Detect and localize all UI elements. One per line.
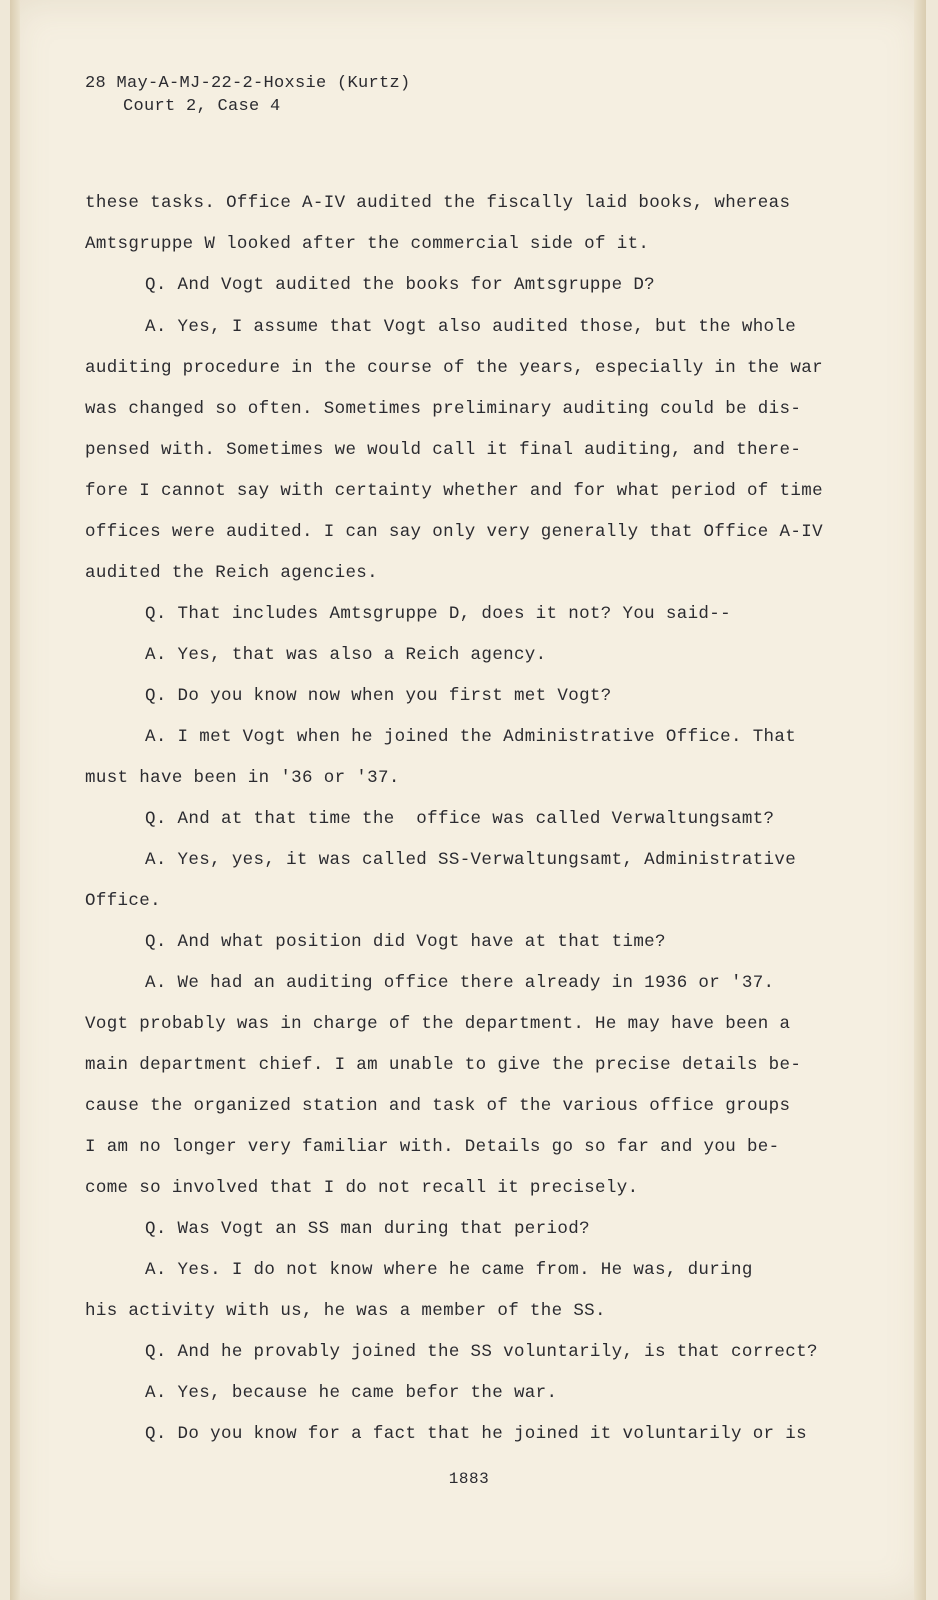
- text-line: Office.: [85, 891, 161, 911]
- text-line: audited the Reich agencies.: [85, 563, 378, 583]
- text-line: I am no longer very familiar with. Details go so far and you be-: [85, 1137, 780, 1157]
- question-line: Q. And Vogt audited the books for Amtsgruppe D?: [145, 275, 656, 295]
- question-line: Q. And he provably joined the SS voluntarily, is that correct?: [145, 1342, 818, 1362]
- answer-line: A. Yes, I assume that Vogt also audited those, but the whole: [145, 317, 797, 337]
- page-left-edge: [10, 0, 20, 1600]
- text-line: come so involved that I do not recall it precisely.: [85, 1178, 639, 1198]
- question-line: Q. And at that time the office was called Verwaltungsamt?: [145, 809, 775, 829]
- question-line: Q. And what position did Vogt have at that time?: [145, 932, 666, 952]
- answer-line: A. Yes. I do not know where he came from. He was, during: [145, 1260, 753, 1280]
- header-court-case: Court 2, Case 4: [123, 97, 281, 116]
- page-right-edge: [914, 0, 926, 1600]
- text-line: fore I cannot say with certainty whether and for what period of time: [85, 481, 823, 501]
- text-line: cause the organized station and task of the various office groups: [85, 1096, 791, 1116]
- answer-line: A. Yes, because he came befor the war.: [145, 1383, 558, 1403]
- text-line: was changed so often. Sometimes preliminary auditing could be dis-: [85, 399, 802, 419]
- page-number: 1883: [448, 1470, 490, 1488]
- header-reference: 28 May-A-MJ-22-2-Hoxsie (Kurtz): [85, 74, 411, 93]
- text-line: must have been in '36 or '37.: [85, 768, 400, 788]
- question-line: Q. Do you know now when you first met Vogt?: [145, 686, 612, 706]
- answer-line: A. I met Vogt when he joined the Administrative Office. That: [145, 727, 797, 747]
- question-line: Q. Was Vogt an SS man during that period?: [145, 1219, 590, 1239]
- question-line: Q. That includes Amtsgruppe D, does it not? You said--: [145, 604, 731, 624]
- text-line: these tasks. Office A-IV audited the fiscally laid books, whereas: [85, 193, 791, 213]
- document-header: [85, 72, 411, 118]
- text-line: Vogt probably was in charge of the department. He may have been a: [85, 1014, 791, 1034]
- question-line: Q. Do you know for a fact that he joined it voluntarily or is: [145, 1424, 807, 1444]
- text-line: main department chief. I am unable to give the precise details be-: [85, 1055, 802, 1075]
- answer-line: A. Yes, that was also a Reich agency.: [145, 645, 547, 665]
- text-line: auditing procedure in the course of the years, especially in the war: [85, 358, 823, 378]
- text-line: offices were audited. I can say only very generally that Office A-IV: [85, 522, 823, 542]
- text-line: Amtsgruppe W looked after the commercial side of it.: [85, 234, 650, 254]
- answer-line: A. We had an auditing office there already in 1936 or '37.: [145, 973, 775, 993]
- text-line: his activity with us, he was a member of the SS.: [85, 1301, 606, 1321]
- text-line: pensed with. Sometimes we would call it final auditing, and there-: [85, 440, 802, 460]
- answer-line: A. Yes, yes, it was called SS-Verwaltungsamt, Administrative: [145, 850, 797, 870]
